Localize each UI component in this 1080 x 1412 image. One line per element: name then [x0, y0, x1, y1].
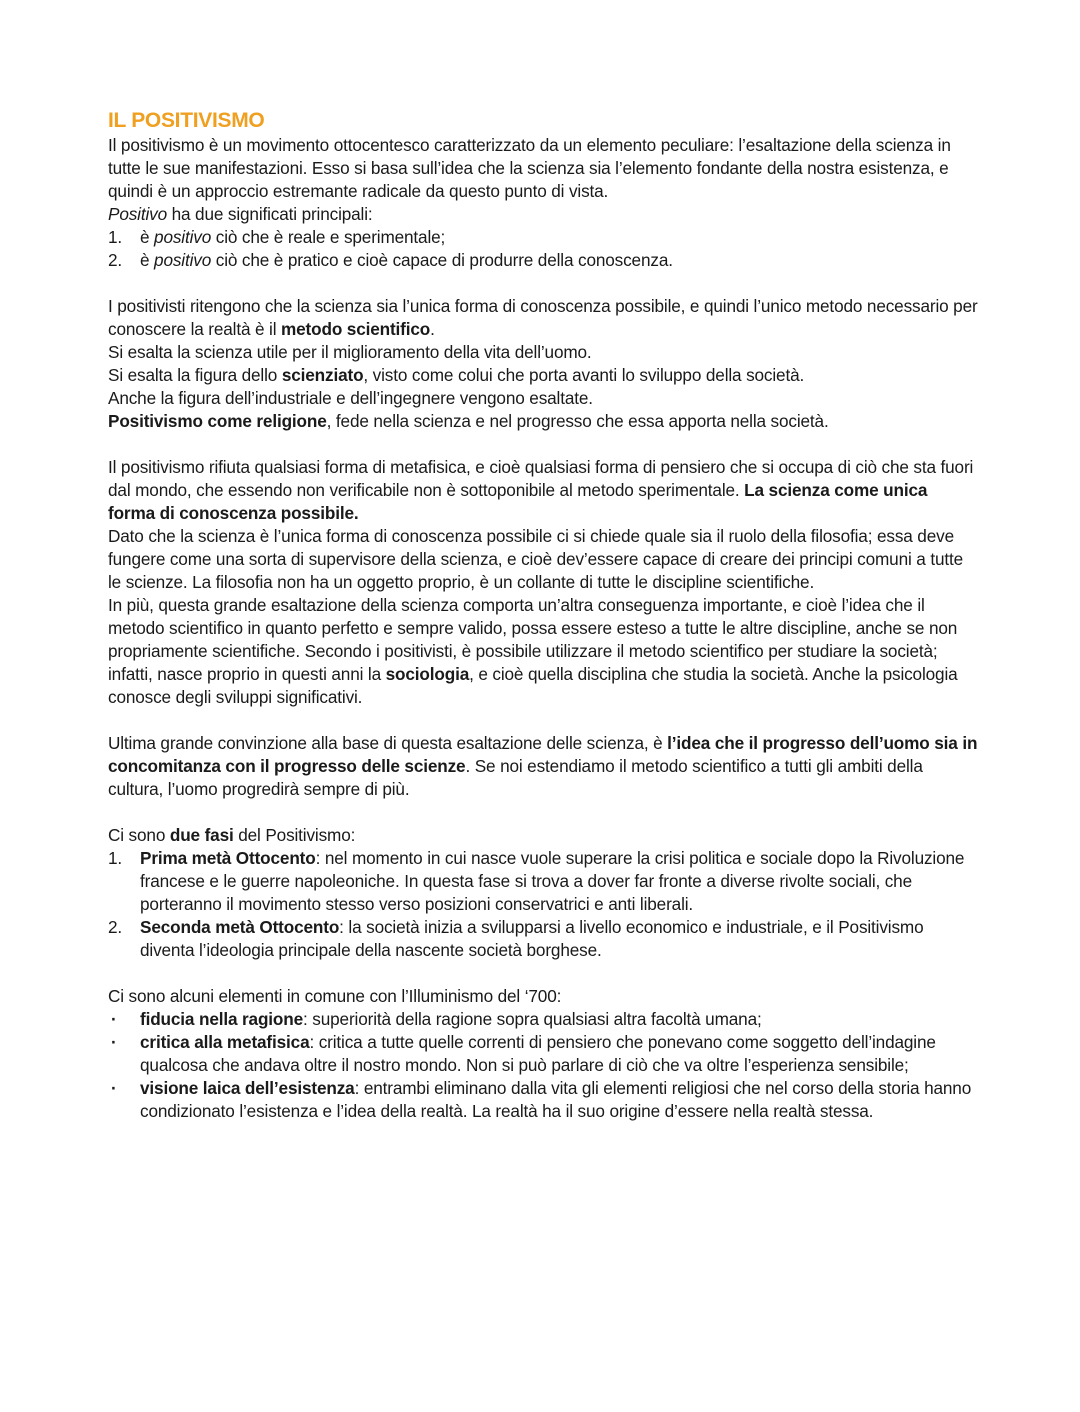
scientist-line: Si esalta la figura dello scienziato, visto come colui che porta avanti lo sviluppo della società. [108, 365, 805, 385]
spacer [108, 962, 978, 985]
progress-paragraph: Ultima grande convinzione alla base di questa esaltazione delle scienza, è l’idea che il progresso dell’uomo sia in concomitanza con il progresso delle scienze. Se noi estendiamo il metodo scientifico a tutti gli ambiti della cultura, l’uomo progredirà sempre di più. [108, 733, 978, 799]
common-elements-lead: Ci sono alcuni elementi in comune con l’Illuminismo del ‘700: [108, 986, 562, 1006]
bullet-icon: · [111, 1032, 117, 1052]
bullet-icon: · [111, 1078, 117, 1098]
phases-lead: Ci sono due fasi del Positivismo: [108, 825, 356, 845]
list-item: · fiducia nella ragione: superiorità della ragione sopra qualsiasi altra facoltà umana; [111, 1009, 762, 1029]
spacer [108, 433, 978, 456]
meanings-list [108, 226, 978, 272]
sociology-paragraph: In più, questa grande esaltazione della scienza comporta un’altra conseguenza importante, e cioè l’idea che il metodo scientifico in quanto perfetto e sempre valido, possa essere esteso a tutte le altre discipline, anche se non propriamente scientifiche. Secondo i positivisti, è possibile utilizzare il metodo scientifico per studiare la società; infatti, nasce proprio in questi anni la sociologia, e cioè quella disciplina che studia la società. Anche la psicologia conosce degli sviluppi significativi. [108, 595, 958, 707]
page-title: IL POSITIVISMO [108, 109, 265, 132]
list-item: 1. Prima metà Ottocento: nel momento in cui nasce vuole superare la crisi politica e sociale dopo la Rivoluzione francese e le guerre napoleoniche. In questa fase si trova a dover far fronte a diverse rivolte sociali, che porteranno il movimento stesso verso posizioni conservatrici e anti liberali. [108, 848, 965, 914]
list-item: · critica alla metafisica: critica a tutte quelle correnti di pensiero che ponevano come soggetto dell’indagine qualcosa che andava oltre il nostro mondo. Non si può parlare di ciò che va oltre l’esperienza sensibile; [111, 1032, 936, 1075]
intro-paragraph: Il positivismo è un movimento ottocentesco caratterizzato da un elemento peculiare: l’esaltazione della scienza in tutte le sue manifestazioni. Esso si basa sull’idea che la scienza sia l’elemento fondante della nostra esistenza, e quindi è un approccio estremante radicale da questo punto di vista. [108, 135, 951, 201]
metaphysics-paragraph: Il positivismo rifiuta qualsiasi forma di metafisica, e cioè qualsiasi forma di pensiero che si occupa di ciò che sta fuori dal mondo, che essendo non verificabile non è sottoponibile al metodo sperimentale. La scienza come unica forma di conoscenza possibile. [108, 457, 974, 523]
list-item: 2. è positivo ciò che è pratico e cioè capace di produrre della conoscenza. [108, 250, 673, 270]
spacer [108, 801, 978, 824]
list-item: 1. è positivo ciò che è reale e sperimentale; [108, 227, 446, 247]
industrial-line: Anche la figura dell’industriale e dell’ingegnere vengono esaltate. [108, 388, 593, 408]
document-page [108, 108, 978, 1123]
science-useful-line: Si esalta la scienza utile per il miglioramento della vita dell’uomo. [108, 342, 592, 362]
list-item: 2. Seconda metà Ottocento: la società inizia a svilupparsi a livello economico e industriale, e il Positivismo diventa l’ideologia principale della nascente società borghese. [108, 917, 924, 960]
list-item: · visione laica dell’esistenza: entrambi eliminano dalla vita gli elementi religiosi che nel corso della storia hanno condizionato l’esistenza e l’idea della realtà. La realtà ha il suo origine d’essere nella realtà stessa. [111, 1078, 972, 1121]
spacer [108, 272, 978, 295]
meaning-lead: Positivo ha due significati principali: [108, 204, 373, 224]
phases-list [108, 847, 978, 962]
scientific-method-paragraph: I positivisti ritengono che la scienza sia l’unica forma di conoscenza possibile, e quindi l’unico metodo necessario per conoscere la realtà è il metodo scientifico. [108, 296, 978, 339]
religion-line: Positivismo come religione, fede nella scienza e nel progresso che essa apporta nella società. [108, 411, 829, 431]
philosophy-paragraph: Dato che la scienza è l’unica forma di conoscenza possibile ci si chiede quale sia il ruolo della filosofia; essa deve fungere come una sorta di supervisore della scienza, e cioè dev’essere capace di creare dei principi comuni a tutte le scienze. La filosofia non ha un oggetto proprio, è un collante di tutte le discipline scientifiche. [108, 526, 964, 592]
meaning-lead-italic: Positivo [108, 204, 167, 224]
common-elements-list [108, 1008, 978, 1123]
spacer [108, 709, 978, 732]
bullet-icon: · [111, 1009, 117, 1029]
